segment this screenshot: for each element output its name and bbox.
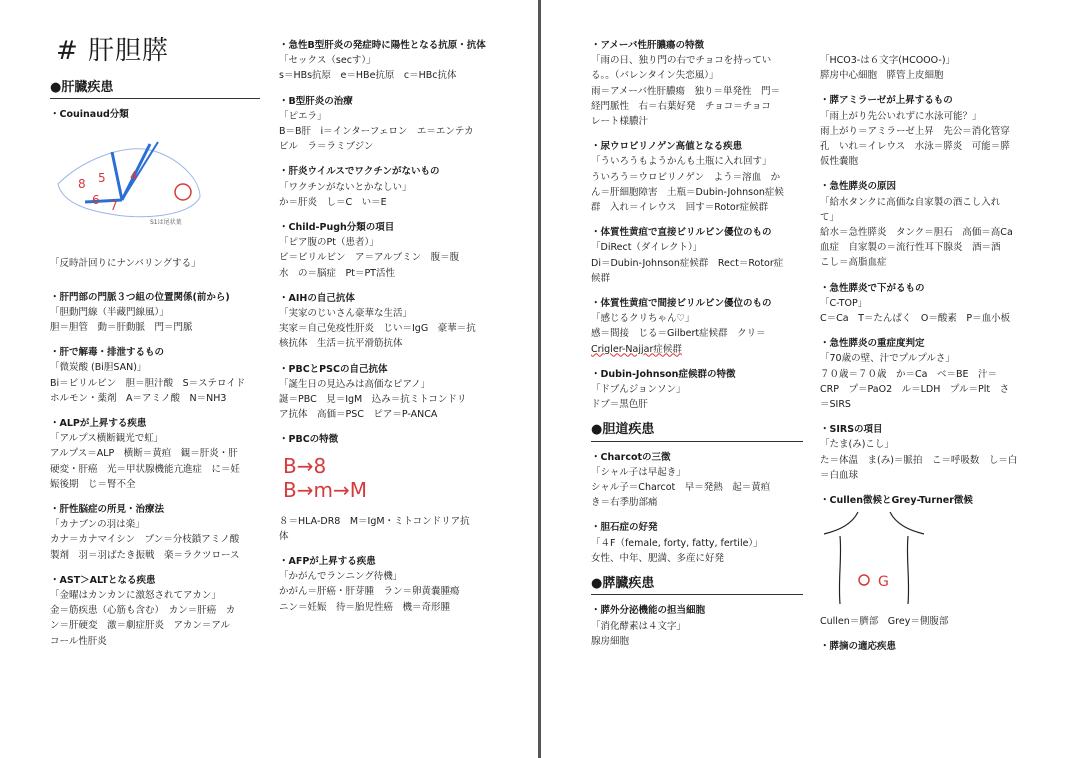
note-line: た＝体温 ま(み)＝脈拍 こ＝呼吸数 し＝白 bbox=[820, 454, 1018, 466]
note-line: ＝白血球 bbox=[820, 469, 859, 481]
note-line: 硬変・肝癌 光＝甲状腺機能亢進症 に＝妊 bbox=[50, 463, 241, 475]
left-column-2 bbox=[279, 38, 491, 625]
note-line: 胆＝胆管 動＝肝動脈 門＝門脈 bbox=[50, 322, 193, 334]
note-line: Bi＝ビリルビン 胆＝胆汁酸 S＝ステロイド bbox=[50, 377, 246, 389]
note-line: CRP プ＝PaO2 ル＝LDH プル＝Plt さ bbox=[820, 383, 1010, 395]
note-topic: ・膵アミラーゼが上昇するもの bbox=[820, 95, 953, 107]
note-line: ん＝肝細胞障害 土瓶＝Dubin-Johnson症候 bbox=[591, 186, 784, 198]
svg-text:6: 6 bbox=[92, 193, 100, 208]
note-line: B＝B肝 i＝インターフェロン エ＝エンテカ bbox=[279, 126, 474, 138]
note-line: 「実家のじいさん豪華な生活」 bbox=[279, 308, 413, 320]
svg-text:G: G bbox=[878, 574, 889, 591]
note-line: 「ういろうもようかんも土瓶に入れ回す」 bbox=[591, 156, 772, 168]
couinaud-caption: S1は尾状葉 bbox=[150, 219, 182, 227]
note-line: 実家＝自己免疫性肝炎 じい＝IgG 豪華＝抗 bbox=[279, 323, 476, 335]
note-line: 女性、中年、肥満、多産に好発 bbox=[591, 552, 725, 564]
note-topic: ・AFPが上昇する疾患 bbox=[279, 556, 376, 568]
note-line: Di＝Dubin-Johnson症候群 Rect＝Rotor症 bbox=[591, 257, 784, 269]
note-line: 「HCO3-は６文字(HCOOO-)」 bbox=[820, 55, 956, 66]
document-title: # 肝胆膵 bbox=[56, 36, 170, 66]
note-line: C＝Ca T＝たんぱく O＝酸素 P＝血小板 bbox=[820, 313, 1011, 325]
note-topic: ・急性膵炎の原因 bbox=[820, 181, 897, 193]
note-block bbox=[591, 603, 803, 649]
note-topic: ・膵外分泌機能の担当細胞 bbox=[591, 605, 706, 617]
note-line: 「胆動門線（半藏門線風）」 bbox=[50, 306, 169, 318]
note-line: ホルモン・薬剤 A＝アミノ酸 N＝NH3 bbox=[50, 392, 227, 404]
note-block bbox=[279, 432, 491, 544]
note-line: 「カナブンの羽は楽」 bbox=[50, 519, 145, 531]
svg-text:5: 5 bbox=[98, 171, 106, 186]
couinaud-note: 「反時計回りにナンバリングする」 bbox=[50, 258, 201, 270]
note-topic: ・肝門部の門脈３つ組の位置関係(前から) bbox=[50, 291, 230, 303]
note-topic: ・体質性黄疸で直接ビリルビン優位のもの bbox=[591, 227, 772, 239]
note-line: 「金曜はカンカンに激怒されてアカン」 bbox=[50, 590, 221, 602]
note-line: 経門脈性 右＝右葉好発 チョコ＝チョコ bbox=[591, 100, 771, 112]
note-line: 「給水タンクに高価な自家製の酒こし入れ bbox=[820, 196, 1001, 208]
note-line: ８＝HLA-DR8 M＝IgM・ミトコンドリア抗 bbox=[279, 515, 470, 527]
section-heading-pancreas: ●膵臓疾患 bbox=[591, 576, 803, 595]
section-heading-biliary: ●胆道疾患 bbox=[591, 422, 803, 441]
note-line: か＝肝炎 し＝C い＝E bbox=[279, 196, 387, 208]
pbc-sketch bbox=[283, 454, 491, 502]
note-line: 「セックス（secす）」 bbox=[279, 55, 376, 67]
note-line: 「ワクチンがないとかなしい」 bbox=[279, 181, 412, 193]
note-block bbox=[591, 38, 803, 129]
note-block bbox=[820, 336, 1032, 412]
pbc-sketch-line-1: B→8 bbox=[283, 453, 327, 478]
note-topic: ・肝性脳症の所見・治療法 bbox=[50, 504, 165, 516]
section-heading-liver: ●肝臓疾患 bbox=[50, 80, 260, 99]
note-line: 体 bbox=[279, 530, 289, 542]
note-line: 「誕生日の見込みは高価なピアノ」 bbox=[279, 378, 431, 390]
note-line: 「微炭酸 (Bi胆SAN)」 bbox=[50, 362, 147, 374]
note-line: 「C-TOP」 bbox=[820, 297, 868, 309]
note-line: 候群 bbox=[591, 272, 611, 284]
note-block bbox=[591, 225, 803, 286]
note-block bbox=[279, 38, 491, 84]
note-block bbox=[50, 573, 260, 649]
note-block bbox=[591, 520, 803, 566]
note-block bbox=[591, 450, 803, 511]
note-topic: ・尿ウロビリノゲン高値となる疾患 bbox=[591, 141, 743, 153]
note-topic: ・肝炎ウイルスでワクチンがないもの bbox=[279, 166, 440, 178]
note-topic: ・PBCとPSCの自己抗体 bbox=[279, 363, 388, 375]
note-line: 「ドブんジョンソン」 bbox=[591, 384, 686, 396]
note-line: き＝右季肋部痛 bbox=[591, 497, 658, 509]
note-block bbox=[820, 639, 1032, 654]
note-line: 「DiRect（ダイレクト）」 bbox=[591, 242, 703, 254]
note-block bbox=[279, 94, 491, 155]
note-line: 「４F（female, forty, fatty, fertile）」 bbox=[591, 537, 763, 549]
note-line: アルプス＝ALP 横断＝黄疸 観＝肝炎・肝 bbox=[50, 448, 238, 460]
note-topic: ・ALPが上昇する疾患 bbox=[50, 418, 147, 430]
note-block bbox=[820, 281, 1032, 327]
note-topic: ・急性B型肝炎の発症時に陽性となる抗原・抗体 bbox=[279, 40, 486, 51]
note-line: 誕＝PBC 見＝IgM 込み＝抗ミトコンドリ bbox=[279, 394, 467, 406]
svg-text:7: 7 bbox=[110, 199, 118, 214]
note-line: 「消化酵素は４文字」 bbox=[591, 620, 687, 632]
note-line: 仮性嚢胞 bbox=[820, 156, 859, 168]
note-line: 「雨の日、独り門の右でチョコを持ってい bbox=[591, 55, 772, 67]
note-line: ビル ラ＝ラミブジン bbox=[279, 141, 374, 153]
note-block bbox=[591, 296, 803, 357]
note-line: ＝SIRS bbox=[820, 399, 851, 411]
note-block bbox=[279, 164, 491, 210]
note-line: カナ＝カナマイシン ブン＝分枝鎖アミノ酸 bbox=[50, 534, 240, 546]
right-column-2 bbox=[820, 53, 1032, 665]
note-block bbox=[820, 179, 1032, 270]
note-line: 給水＝急性膵炎 タンク＝胆石 高価＝高Ca bbox=[820, 227, 1013, 239]
note-block bbox=[279, 220, 491, 281]
note-line: ７０歳＝７０歳 か＝Ca ベ＝BE 汁＝ bbox=[820, 368, 997, 380]
note-topic: ・Dubin-Johnson症候群の特徴 bbox=[591, 368, 736, 380]
note-line: ドブ＝黒色肝 bbox=[591, 399, 648, 411]
note-line: 膵房中心細胞 膵管上皮細胞 bbox=[820, 70, 944, 82]
note-block bbox=[279, 291, 491, 352]
note-line: ニン＝妊娠 待＝胎児性癌 機＝奇形腫 bbox=[279, 601, 451, 613]
note-line: 製剤 羽＝羽ばたき振戦 楽＝ラクツロース bbox=[50, 549, 240, 561]
note-topic: ・Child-Pugh分類の項目 bbox=[279, 222, 395, 234]
note-topic: ・AST＞ALTとなる疾患 bbox=[50, 574, 156, 586]
note-block bbox=[50, 290, 260, 336]
note-block bbox=[50, 345, 260, 406]
note-line: 群 入れ＝イレウス 回す＝Rotor症候群 bbox=[591, 202, 769, 214]
note-line: 感＝間接 じる＝Gilbert症候群 クリ＝ bbox=[591, 328, 766, 340]
couinaud-sketch bbox=[50, 122, 210, 232]
note-topic: ・AIHの自己抗体 bbox=[279, 292, 355, 304]
note-block bbox=[591, 367, 803, 413]
note-line: 核抗体 生活＝抗平滑筋抗体 bbox=[279, 338, 403, 350]
right-column-1 bbox=[591, 38, 803, 659]
note-block bbox=[591, 139, 803, 215]
torso-sketch bbox=[820, 508, 930, 608]
note-line: 「シャル子は早起き」 bbox=[591, 466, 686, 478]
note-line: 「70歳の壁、汁でプルプルさ」 bbox=[820, 353, 955, 365]
note-line: ン＝肝硬変 激＝劇症肝炎 アカン＝アル bbox=[50, 620, 231, 632]
note-line: レート様膿汁 bbox=[591, 116, 649, 128]
svg-text:8: 8 bbox=[78, 177, 86, 192]
note-line: ア抗体 高価＝PSC ピア＝P-ANCA bbox=[279, 409, 438, 421]
note-line: 金＝筋疾患（心筋も含む） カン＝肝癌 カ bbox=[50, 605, 236, 617]
svg-text:4: 4 bbox=[130, 169, 138, 184]
left-column-1 bbox=[50, 80, 260, 659]
note-topic: ・急性膵炎の重症度判定 bbox=[820, 338, 925, 350]
note-line: 腺房細胞 bbox=[591, 635, 630, 647]
note-topic: ・胆石症の好発 bbox=[591, 522, 658, 534]
note-line: こし＝高脂血症 bbox=[820, 257, 887, 269]
note-block bbox=[820, 53, 1032, 83]
note-line: ビ＝ビリルビン ア＝アルブミン 腹＝腹 bbox=[279, 252, 460, 264]
note-block bbox=[820, 422, 1032, 483]
note-line: 水 の＝脳症 Pt＝PT活性 bbox=[279, 267, 395, 279]
note-line: 「雨上がり先公いれずに水泳可能？」 bbox=[820, 110, 982, 122]
note-line: 「かがんでランニング待機」 bbox=[279, 571, 403, 583]
note-topic: ・アメーバ性肝膿瘍の特徴 bbox=[591, 40, 704, 51]
note-line: 雨上がり＝アミラーゼ上昇 先公＝消化管穿 bbox=[820, 125, 1010, 137]
note-topic: ・B型肝炎の治療 bbox=[279, 95, 353, 107]
note-topic: ・PBCの特徴 bbox=[279, 434, 339, 446]
note-block bbox=[50, 502, 260, 563]
note-line: る。。（バレンタイン失恋風）」 bbox=[591, 70, 719, 82]
note-block bbox=[50, 416, 260, 492]
note-line: て」 bbox=[820, 211, 840, 223]
note-topic: ・体質性黄疸で間接ビリルビン優位のもの bbox=[591, 298, 772, 310]
note-line: 孔 いれ＝イレウス 水泳＝膵炎 可能＝膵 bbox=[820, 141, 1010, 153]
note-line: Cullen＝臍部 Grey＝側腹部 bbox=[820, 616, 949, 628]
note-line: 血症 自家製の＝流行性耳下腺炎 酒＝酒 bbox=[820, 242, 1001, 254]
note-line: 「アルプス横断観光で虹」 bbox=[50, 433, 164, 445]
note-topic: ・膵摘の適応疾患 bbox=[820, 641, 897, 653]
note-line: シャル子＝Charcot 早＝発熱 起＝黄疸 bbox=[591, 482, 771, 494]
note-line: 「感じるクリちゃん♡」 bbox=[591, 313, 695, 325]
note-line: コール性肝炎 bbox=[50, 635, 107, 647]
note-topic: ・SIRSの項目 bbox=[820, 424, 883, 436]
note-line: 雨＝アメーバ性肝膿瘍 独り＝単発性 門＝ bbox=[591, 85, 780, 97]
topic-couinaud: ・Couinaud分類 bbox=[50, 109, 129, 121]
note-topic: ・肝で解毒・排泄するもの bbox=[50, 347, 165, 359]
note-line: 娠後期 じ＝腎不全 bbox=[50, 478, 136, 490]
note-line: Crigler-Najjar症候群 bbox=[591, 343, 682, 355]
note-topic: ・急性膵炎で下がるもの bbox=[820, 282, 925, 294]
note-line: s＝HBs抗原 e＝HBe抗原 c＝HBc抗体 bbox=[279, 70, 457, 82]
note-line: ういろう＝ウロビリノゲン よう＝溶血 か bbox=[591, 171, 781, 183]
note-line: 「たま(み)こし」 bbox=[820, 439, 894, 451]
note-block bbox=[820, 93, 1032, 169]
note-block bbox=[279, 362, 491, 423]
note-line: 「ピア腹のPt（患者）」 bbox=[279, 237, 379, 249]
note-block bbox=[820, 493, 1032, 629]
pbc-sketch-line-2: B→m→M bbox=[283, 477, 367, 502]
note-line: 「ピエラ」 bbox=[279, 110, 327, 122]
note-topic: ・Charcotの三徴 bbox=[591, 451, 671, 463]
note-line: かがん＝肝癌・肝芽腫 ラン＝卵黄嚢腫瘍 bbox=[279, 586, 460, 598]
note-block bbox=[279, 554, 491, 615]
note-topic: ・Cullen徴候とGrey-Turner徴候 bbox=[820, 495, 973, 507]
left-page bbox=[0, 0, 538, 758]
right-page bbox=[541, 0, 1080, 758]
